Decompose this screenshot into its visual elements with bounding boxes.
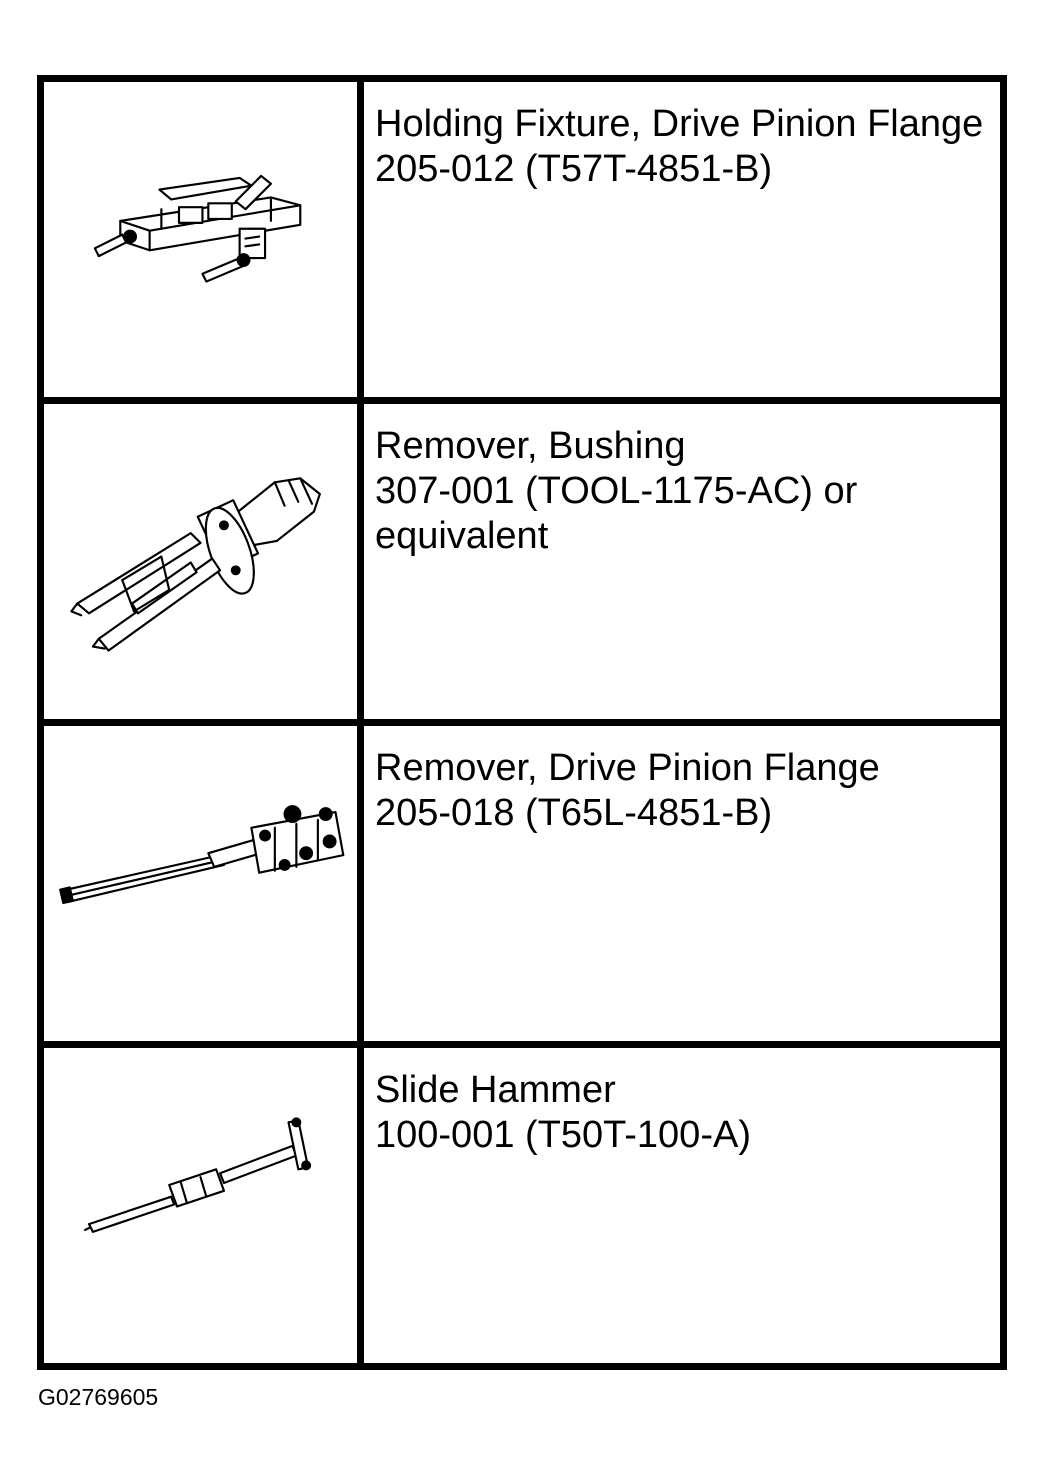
flange-remover-icon	[44, 726, 357, 1041]
tool-image-cell	[41, 79, 361, 401]
tool-description-cell	[361, 79, 1004, 401]
tool-name: Holding Fixture, Drive Pinion Flange	[375, 103, 984, 145]
tool-name: Remover, Bushing	[375, 425, 686, 467]
tool-number: 205-018 (T65L-4851-B)	[375, 792, 773, 834]
table-row	[41, 79, 1004, 401]
table-row	[41, 401, 1004, 723]
table-row	[41, 1045, 1004, 1367]
tool-description-cell	[361, 1045, 1004, 1367]
figure-id: G02769605	[38, 1384, 159, 1410]
tool-description-cell	[361, 401, 1004, 723]
tool-image-cell	[41, 723, 361, 1045]
special-tools-table	[37, 75, 1007, 1370]
table-row	[41, 723, 1004, 1045]
tool-number: 205-012 (T57T-4851-B)	[375, 148, 773, 190]
tool-description-cell	[361, 723, 1004, 1045]
tool-number: 307-001 (TOOL-1175-AC) or equivalent	[375, 470, 868, 557]
tool-image-cell	[41, 401, 361, 723]
tool-image-cell	[41, 1045, 361, 1367]
tool-name: Remover, Drive Pinion Flange	[375, 747, 880, 789]
tool-number: 100-001 (T50T-100-A)	[375, 1114, 751, 1156]
bushing-remover-icon	[44, 404, 357, 719]
holding-fixture-icon	[44, 82, 357, 397]
slide-hammer-icon	[44, 1048, 357, 1363]
tool-name: Slide Hammer	[375, 1069, 616, 1111]
